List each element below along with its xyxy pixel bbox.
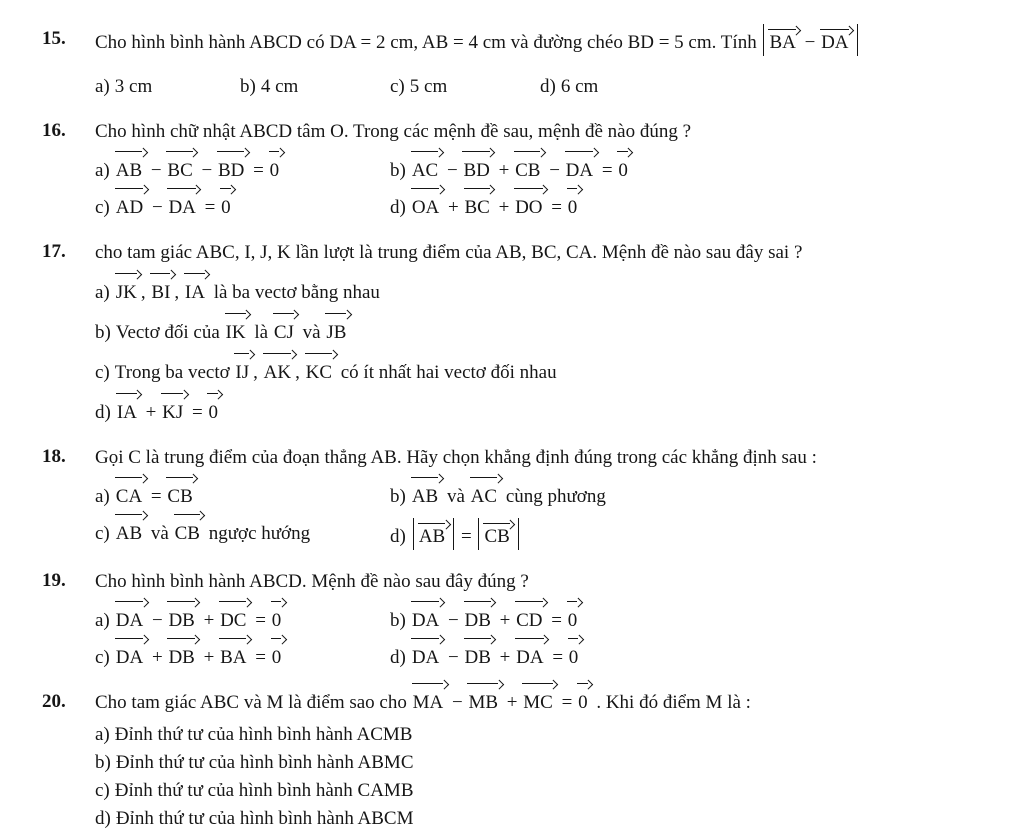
question-body [95, 24, 1004, 103]
option-text: DA − DB + DC = 0 [115, 610, 285, 631]
vector-overarrow: 0 [567, 192, 582, 224]
option-20-c [95, 777, 1004, 804]
vector-overarrow: KJ [161, 397, 187, 429]
option-label: b) [390, 160, 406, 181]
option-text: 3 cm [114, 76, 153, 97]
question-17 [42, 237, 1004, 429]
option-label: b) [240, 76, 256, 97]
option-text: Đỉnh thứ tư của hình bình hành ABCM [115, 808, 414, 829]
question-16 [42, 116, 1004, 224]
option-16-c [95, 192, 390, 224]
options-grid [95, 155, 1004, 224]
vector-overarrow: AK [263, 357, 295, 389]
question-stem: cho tam giác ABC, I, J, K lần lượt là trung điểm của AB, BC, CA. Mệnh đề nào sau đây sai ? [95, 242, 803, 263]
vector-overarrow: CB [514, 155, 544, 187]
question-body [95, 116, 1004, 224]
question-stem: Gọi C là trung điểm của đoạn thẳng AB. Hãy chọn khẳng định đúng trong các khẳng định sau : [95, 447, 817, 468]
question-stem: Cho hình bình hành ABCD. Mệnh đề nào sau đây đúng ? [95, 571, 529, 592]
absolute-value-bars [413, 518, 454, 550]
option-15-a [95, 71, 240, 103]
vector-overarrow: DA [115, 642, 147, 674]
vector-overarrow: 0 [207, 397, 222, 429]
option-label: c) [95, 647, 110, 668]
option-label: c) [95, 523, 110, 544]
vector-overarrow: 0 [568, 642, 583, 674]
vector-overarrow: DA [411, 605, 443, 637]
question-18 [42, 442, 1004, 553]
option-label: c) [95, 197, 110, 218]
vector-overarrow: DC [219, 605, 250, 637]
option-label: a) [95, 160, 110, 181]
option-text: AD − DA = 0 [115, 197, 235, 218]
question-stem: Cho hình bình hành ABCD có DA = 2 cm, AB = 4 cm và đường chéo BD = 5 cm. Tính BA − DA [95, 24, 1004, 59]
vector-overarrow: IK [225, 317, 250, 349]
option-text: AB = CB [411, 526, 521, 547]
vector-overarrow: BA [219, 642, 250, 674]
vector-overarrow: AC [411, 155, 442, 187]
options-row [95, 71, 1004, 103]
vector-overarrow: IA [184, 277, 209, 309]
option-17-b [95, 317, 1004, 349]
question-19 [42, 566, 1004, 674]
vector-overarrow: IJ [234, 357, 253, 389]
option-16-b [390, 155, 1004, 187]
option-label: d) [390, 197, 406, 218]
option-label: b) [390, 610, 406, 631]
vector-overarrow: 0 [271, 642, 286, 674]
option-text: AB và CB ngược hướng [115, 523, 310, 544]
options-grid [95, 605, 1004, 674]
option-15-c [390, 71, 540, 103]
option-label: c) [390, 76, 405, 97]
option-text: JK , BI , IA là ba vectơ bằng nhau [115, 282, 380, 303]
option-20-b [95, 749, 1004, 776]
option-text: OA + BC + DO = 0 [411, 197, 581, 218]
vector-overarrow: DB [167, 642, 198, 674]
option-label: a) [95, 486, 110, 507]
option-20-a [95, 721, 1004, 748]
option-16-d [390, 192, 1004, 224]
option-label: a) [95, 282, 110, 303]
option-text: CA = CB [115, 486, 197, 507]
option-label: d) [390, 647, 406, 668]
vector-overarrow: 0 [269, 155, 284, 187]
vector-overarrow: JB [325, 317, 350, 349]
option-16-a [95, 155, 390, 187]
option-19-b [390, 605, 1004, 637]
question-stem: Cho hình chữ nhật ABCD tâm O. Trong các mệnh đề sau, mệnh đề nào đúng ? [95, 121, 692, 142]
options-list [95, 277, 1004, 429]
vector-overarrow: BD [462, 155, 493, 187]
option-label: c) [95, 780, 110, 801]
absolute-value-bars [478, 518, 518, 550]
option-15-d [540, 71, 1004, 103]
option-text: AB và AC cùng phương [411, 486, 606, 507]
option-text: DA − DB + CD = 0 [411, 610, 581, 631]
option-text: IA + KJ = 0 [116, 402, 222, 423]
option-label: b) [95, 752, 111, 773]
vector-overarrow: BA [768, 33, 799, 52]
vector-overarrow: KC [305, 357, 336, 389]
question-15 [42, 24, 1004, 103]
option-text: 4 cm [260, 76, 299, 97]
option-label: a) [95, 76, 110, 97]
option-19-d [390, 642, 1004, 674]
vector-overarrow: CD [515, 605, 546, 637]
option-text: DA + DB + BA = 0 [115, 647, 285, 668]
question-body [95, 566, 1004, 674]
option-text: 6 cm [560, 76, 599, 97]
option-17-d [95, 397, 1004, 429]
option-19-a [95, 605, 390, 637]
vector-overarrow: 0 [617, 155, 632, 187]
vector-overarrow: 0 [220, 192, 235, 224]
vector-overarrow: AB [115, 518, 146, 550]
vector-overarrow: BD [217, 155, 248, 187]
vector-overarrow: OA [411, 192, 443, 224]
vector-overarrow: MB [467, 687, 502, 719]
question-number: 15. [42, 28, 66, 49]
option-18-b [390, 481, 1004, 513]
vector-overarrow: 0 [577, 687, 592, 719]
vector-overarrow: CB [166, 481, 196, 513]
vector-overarrow: MC [522, 687, 557, 719]
option-17-c [95, 357, 1004, 389]
vector-overarrow: AD [115, 192, 147, 224]
question-body [95, 442, 1004, 553]
option-20-d [95, 805, 1004, 832]
vector-overarrow: JK [115, 277, 141, 309]
vector-overarrow: BC [166, 155, 196, 187]
vector-overarrow: DO [514, 192, 546, 224]
option-18-d [390, 518, 1004, 553]
option-label: b) [390, 486, 406, 507]
option-text: AC − BD + CB − DA = 0 [411, 160, 632, 181]
vector-overarrow: CA [115, 481, 146, 513]
option-label: b) [95, 322, 111, 343]
option-text: Đỉnh thứ tư của hình bình hành ACMB [114, 724, 413, 745]
option-18-a [95, 481, 390, 513]
option-label: d) [540, 76, 556, 97]
question-stem: Cho tam giác ABC và M là điểm sao cho MA − MB + MC = 0 . Khi đó điểm M là : [95, 687, 1004, 719]
option-19-c [95, 642, 390, 674]
question-20 [42, 687, 1004, 832]
question-number: 17. [42, 241, 66, 262]
question-number: 18. [42, 446, 66, 467]
option-15-b [240, 71, 390, 103]
option-text: Đỉnh thứ tư của hình bình hành CAMB [114, 780, 414, 801]
option-text: Vectơ đối của IK là CJ và JB [116, 322, 351, 343]
option-17-a [95, 277, 1004, 309]
option-18-c [95, 518, 390, 553]
vector-overarrow: AB [411, 481, 442, 513]
vector-overarrow: DB [464, 642, 495, 674]
options-list [95, 721, 1004, 832]
question-number: 20. [42, 691, 66, 712]
vector-overarrow: DB [167, 605, 198, 637]
absolute-value-bars: BA − DA [763, 24, 857, 56]
option-label: d) [95, 808, 111, 829]
option-text: Đỉnh thứ tư của hình bình hành ABMC [115, 752, 414, 773]
vector-overarrow: MA [412, 687, 448, 719]
vector-overarrow: DA [115, 605, 147, 637]
vector-overarrow: CB [483, 527, 513, 546]
vector-overarrow: DA [820, 33, 852, 52]
vector-overarrow: DB [464, 605, 495, 637]
question-body [95, 237, 1004, 429]
question-number: 16. [42, 120, 66, 141]
question-body [95, 687, 1004, 832]
option-label: d) [95, 402, 111, 423]
vector-overarrow: 0 [271, 605, 286, 637]
option-label: a) [95, 724, 110, 745]
options-grid [95, 481, 1004, 553]
question-number: 19. [42, 570, 66, 591]
vector-overarrow: 0 [567, 605, 582, 637]
vector-overarrow: DA [565, 155, 597, 187]
vector-overarrow: AC [470, 481, 501, 513]
vector-overarrow: CB [174, 518, 204, 550]
option-text: AB − BC − BD = 0 [115, 160, 283, 181]
vector-overarrow: CJ [273, 317, 298, 349]
vector-overarrow: AB [115, 155, 146, 187]
option-text: DA − DB + DA = 0 [411, 647, 582, 668]
vector-overarrow: BC [464, 192, 494, 224]
vector-overarrow: IA [116, 397, 141, 429]
option-text: 5 cm [409, 76, 448, 97]
vector-overarrow: DA [411, 642, 443, 674]
option-label: a) [95, 610, 110, 631]
vector-overarrow: DA [515, 642, 547, 674]
option-text: Trong ba vectơ IJ , AK , KC có ít nhất hai vectơ đối nhau [115, 362, 557, 383]
vector-overarrow: AB [418, 527, 449, 546]
vector-overarrow: BI [150, 277, 174, 309]
option-label: d) [390, 526, 406, 547]
option-label: c) [95, 362, 110, 383]
vector-overarrow: DA [167, 192, 199, 224]
